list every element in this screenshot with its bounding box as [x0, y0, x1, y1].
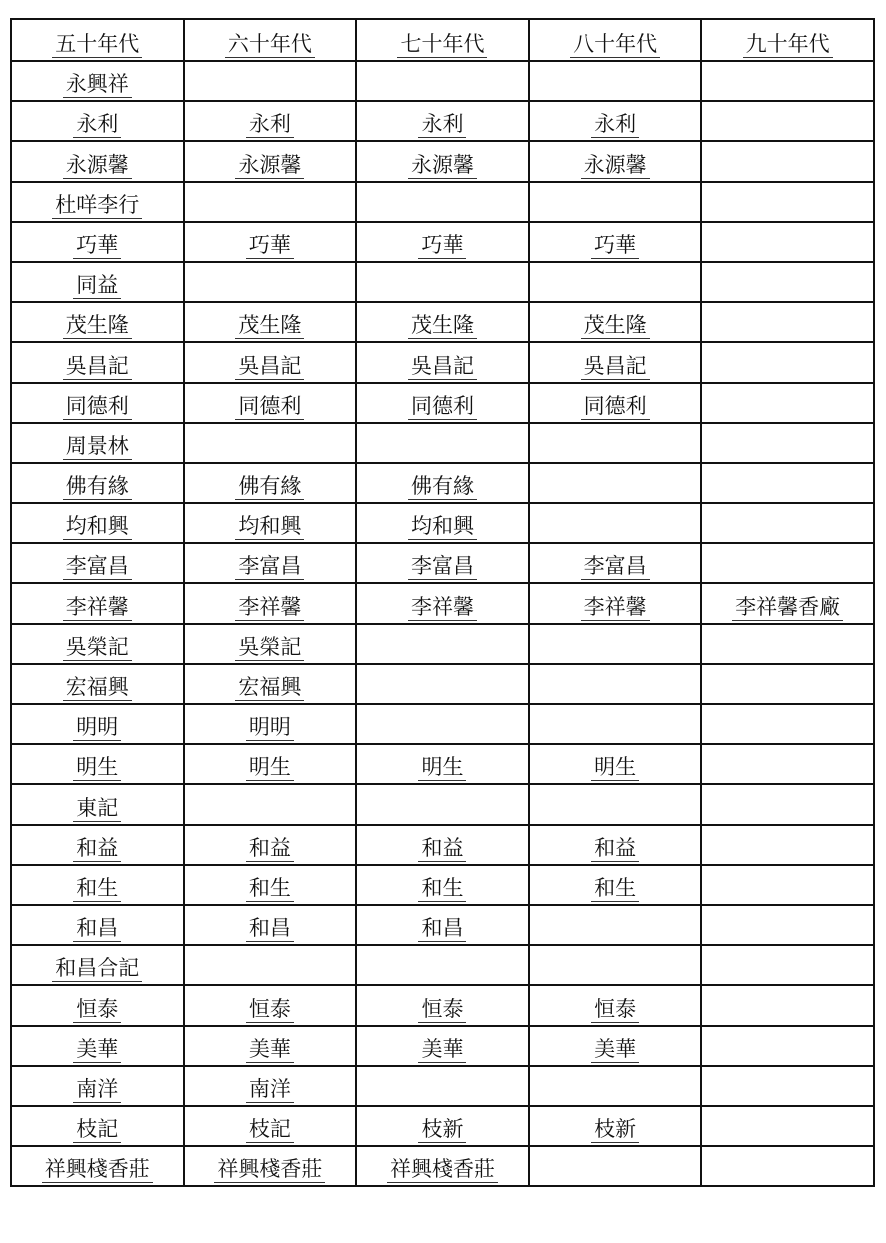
- table-cell: [184, 141, 357, 181]
- table-cell: [529, 423, 702, 463]
- cell-text: 南洋: [73, 1076, 121, 1103]
- table-cell: [356, 262, 529, 302]
- cell-text: 巧華: [418, 232, 466, 259]
- table-cell: [701, 1026, 874, 1066]
- table-cell: [356, 503, 529, 543]
- table-cell: [184, 182, 357, 222]
- table-cell: [11, 423, 184, 463]
- table-cell: [529, 543, 702, 583]
- table-cell: [701, 262, 874, 302]
- table-cell: [184, 423, 357, 463]
- table-cell: [356, 61, 529, 101]
- table-cell: [701, 664, 874, 704]
- cell-text: 枝新: [418, 1116, 466, 1143]
- table-row: [11, 624, 874, 664]
- cell-text: 吳昌記: [235, 353, 304, 380]
- table-cell: [529, 383, 702, 423]
- table-cell: [701, 825, 874, 865]
- table-header: [11, 19, 874, 61]
- table-cell: [11, 704, 184, 744]
- table-cell: [701, 61, 874, 101]
- table-body: [11, 61, 874, 1186]
- table-cell: [11, 302, 184, 342]
- table-cell: [11, 1026, 184, 1066]
- column-header: [701, 19, 874, 61]
- cell-text: 同德利: [63, 393, 132, 420]
- table-cell: [701, 463, 874, 503]
- table-cell: [701, 985, 874, 1025]
- cell-text: 同德利: [235, 393, 304, 420]
- table-cell: [529, 825, 702, 865]
- table-cell: [356, 744, 529, 784]
- table-cell: [184, 302, 357, 342]
- table-cell: [356, 423, 529, 463]
- table-cell: [701, 1146, 874, 1186]
- table-cell: [701, 704, 874, 744]
- table-cell: [184, 624, 357, 664]
- table-cell: [184, 704, 357, 744]
- table-cell: [184, 865, 357, 905]
- cell-text: 李祥馨香廠: [732, 594, 843, 621]
- cell-text: 和益: [246, 835, 294, 862]
- table-cell: [356, 905, 529, 945]
- cell-text: 和生: [591, 875, 639, 902]
- cell-text: 祥興棧香莊: [214, 1156, 325, 1183]
- table-row: [11, 985, 874, 1025]
- table-cell: [356, 1066, 529, 1106]
- table-row: [11, 1066, 874, 1106]
- table-row: [11, 61, 874, 101]
- column-header: [184, 19, 357, 61]
- table-cell: [11, 664, 184, 704]
- table-cell: [356, 543, 529, 583]
- table-cell: [356, 945, 529, 985]
- column-header: [356, 19, 529, 61]
- table-cell: [184, 101, 357, 141]
- decades-table: [10, 18, 875, 1187]
- table-cell: [356, 583, 529, 623]
- header-row: [11, 19, 874, 61]
- table-cell: [11, 463, 184, 503]
- cell-text: 巧華: [73, 232, 121, 259]
- table-cell: [701, 1106, 874, 1146]
- table-cell: [701, 423, 874, 463]
- cell-text: 和益: [591, 835, 639, 862]
- cell-text: 祥興棧香莊: [387, 1156, 498, 1183]
- cell-text: 吳榮記: [235, 634, 304, 661]
- cell-text: 明生: [246, 754, 294, 781]
- table-cell: [11, 825, 184, 865]
- table-row: [11, 222, 874, 262]
- table-cell: [11, 1066, 184, 1106]
- table-cell: [529, 101, 702, 141]
- table-cell: [184, 463, 357, 503]
- table-cell: [184, 342, 357, 382]
- table-cell: [184, 383, 357, 423]
- table-cell: [356, 101, 529, 141]
- table-cell: [529, 664, 702, 704]
- table-cell: [701, 383, 874, 423]
- cell-text: 美華: [73, 1036, 121, 1063]
- cell-text: 枝新: [591, 1116, 639, 1143]
- table-cell: [356, 463, 529, 503]
- table-row: [11, 945, 874, 985]
- table-cell: [356, 784, 529, 824]
- table-cell: [529, 262, 702, 302]
- table-row: [11, 503, 874, 543]
- table-cell: [356, 1026, 529, 1066]
- cell-text: 同德利: [408, 393, 477, 420]
- cell-text: 和生: [73, 875, 121, 902]
- table-cell: [529, 503, 702, 543]
- cell-text: 南洋: [246, 1076, 294, 1103]
- table-row: [11, 182, 874, 222]
- table-cell: [529, 182, 702, 222]
- table-row: [11, 865, 874, 905]
- table-cell: [701, 744, 874, 784]
- table-cell: [356, 1106, 529, 1146]
- cell-text: 杜咩李行: [52, 192, 142, 219]
- table-cell: [11, 945, 184, 985]
- cell-text: 吳昌記: [63, 353, 132, 380]
- table-cell: [701, 945, 874, 985]
- table-cell: [701, 784, 874, 824]
- cell-text: 同德利: [581, 393, 650, 420]
- table-cell: [529, 463, 702, 503]
- table-cell: [184, 61, 357, 101]
- table-cell: [356, 704, 529, 744]
- cell-text: 明明: [246, 714, 294, 741]
- cell-text: 吳昌記: [408, 353, 477, 380]
- cell-text: 祥興棧香莊: [42, 1156, 153, 1183]
- column-header: [11, 19, 184, 61]
- column-header-label: 五十年代: [52, 31, 142, 58]
- table-row: [11, 825, 874, 865]
- column-header-label: 七十年代: [397, 31, 487, 58]
- cell-text: 和昌合記: [52, 955, 142, 982]
- table-row: [11, 664, 874, 704]
- table-cell: [356, 222, 529, 262]
- table-cell: [11, 543, 184, 583]
- table-cell: [184, 543, 357, 583]
- table-cell: [529, 945, 702, 985]
- table-cell: [701, 624, 874, 664]
- table-cell: [184, 1026, 357, 1066]
- table-cell: [11, 182, 184, 222]
- cell-text: 李祥馨: [63, 594, 132, 621]
- column-header: [529, 19, 702, 61]
- cell-text: 李富昌: [235, 553, 304, 580]
- cell-text: 永利: [418, 111, 466, 138]
- table-cell: [529, 1026, 702, 1066]
- table-cell: [11, 744, 184, 784]
- cell-text: 枝記: [246, 1116, 294, 1143]
- cell-text: 茂生隆: [235, 312, 304, 339]
- table-cell: [529, 61, 702, 101]
- table-row: [11, 1106, 874, 1146]
- table-row: [11, 744, 874, 784]
- table-cell: [11, 1106, 184, 1146]
- table-cell: [529, 1146, 702, 1186]
- cell-text: 美華: [591, 1036, 639, 1063]
- table-cell: [184, 985, 357, 1025]
- cell-text: 李祥馨: [581, 594, 650, 621]
- cell-text: 均和興: [235, 513, 304, 540]
- table-cell: [529, 302, 702, 342]
- table-cell: [701, 503, 874, 543]
- cell-text: 恒泰: [418, 996, 466, 1023]
- cell-text: 巧華: [591, 232, 639, 259]
- table-cell: [184, 1106, 357, 1146]
- cell-text: 和生: [418, 875, 466, 902]
- cell-text: 李祥馨: [408, 594, 477, 621]
- table-cell: [184, 905, 357, 945]
- table-cell: [529, 1066, 702, 1106]
- cell-text: 和昌: [246, 915, 294, 942]
- table-row: [11, 1146, 874, 1186]
- cell-text: 周景林: [63, 433, 132, 460]
- table-cell: [11, 262, 184, 302]
- table-row: [11, 302, 874, 342]
- table-cell: [356, 1146, 529, 1186]
- cell-text: 吳榮記: [63, 634, 132, 661]
- table-cell: [184, 825, 357, 865]
- table-cell: [11, 222, 184, 262]
- cell-text: 李富昌: [408, 553, 477, 580]
- table-cell: [11, 61, 184, 101]
- table-cell: [11, 985, 184, 1025]
- table-row: [11, 543, 874, 583]
- table-cell: [184, 1146, 357, 1186]
- table-row: [11, 262, 874, 302]
- cell-text: 佛有緣: [408, 473, 477, 500]
- table-row: [11, 704, 874, 744]
- table-cell: [529, 784, 702, 824]
- cell-text: 恒泰: [591, 996, 639, 1023]
- table-cell: [184, 1066, 357, 1106]
- table-cell: [11, 342, 184, 382]
- cell-text: 均和興: [408, 513, 477, 540]
- table-cell: [701, 302, 874, 342]
- table-cell: [356, 624, 529, 664]
- column-header-label: 九十年代: [743, 31, 833, 58]
- table-row: [11, 383, 874, 423]
- cell-text: 宏福興: [63, 674, 132, 701]
- cell-text: 永源馨: [63, 152, 132, 179]
- table-cell: [529, 865, 702, 905]
- table-cell: [701, 141, 874, 181]
- table-cell: [184, 744, 357, 784]
- table-cell: [184, 583, 357, 623]
- cell-text: 恒泰: [246, 996, 294, 1023]
- table-cell: [529, 1106, 702, 1146]
- cell-text: 永利: [73, 111, 121, 138]
- table-cell: [529, 583, 702, 623]
- table-cell: [529, 744, 702, 784]
- cell-text: 和昌: [418, 915, 466, 942]
- table-cell: [11, 101, 184, 141]
- table-cell: [356, 985, 529, 1025]
- table-cell: [11, 624, 184, 664]
- table-row: [11, 463, 874, 503]
- cell-text: 東記: [73, 795, 121, 822]
- cell-text: 茂生隆: [63, 312, 132, 339]
- table-cell: [701, 101, 874, 141]
- cell-text: 和益: [73, 835, 121, 862]
- cell-text: 佛有緣: [235, 473, 304, 500]
- cell-text: 均和興: [63, 513, 132, 540]
- table-cell: [356, 383, 529, 423]
- table-cell: [701, 1066, 874, 1106]
- table-cell: [701, 865, 874, 905]
- table-cell: [701, 222, 874, 262]
- table-row: [11, 905, 874, 945]
- table-cell: [184, 222, 357, 262]
- cell-text: 茂生隆: [581, 312, 650, 339]
- table-cell: [529, 704, 702, 744]
- cell-text: 宏福興: [235, 674, 304, 701]
- cell-text: 明生: [73, 754, 121, 781]
- table-cell: [529, 141, 702, 181]
- cell-text: 美華: [246, 1036, 294, 1063]
- table-row: [11, 423, 874, 463]
- table-row: [11, 784, 874, 824]
- cell-text: 和生: [246, 875, 294, 902]
- cell-text: 永源馨: [235, 152, 304, 179]
- table-cell: [701, 182, 874, 222]
- cell-text: 枝記: [73, 1116, 121, 1143]
- cell-text: 和益: [418, 835, 466, 862]
- cell-text: 佛有緣: [63, 473, 132, 500]
- cell-text: 李富昌: [581, 553, 650, 580]
- cell-text: 美華: [418, 1036, 466, 1063]
- table-cell: [701, 543, 874, 583]
- cell-text: 吳昌記: [581, 353, 650, 380]
- table-cell: [184, 664, 357, 704]
- table-cell: [11, 583, 184, 623]
- table-cell: [529, 985, 702, 1025]
- table-cell: [11, 1146, 184, 1186]
- table-cell: [11, 503, 184, 543]
- cell-text: 明生: [418, 754, 466, 781]
- cell-text: 永源馨: [581, 152, 650, 179]
- table-cell: [529, 905, 702, 945]
- table-cell: [184, 784, 357, 824]
- table-cell: [356, 141, 529, 181]
- cell-text: 李祥馨: [235, 594, 304, 621]
- table-cell: [701, 905, 874, 945]
- table-row: [11, 1026, 874, 1066]
- table-cell: [11, 865, 184, 905]
- cell-text: 同益: [73, 272, 121, 299]
- cell-text: 永利: [591, 111, 639, 138]
- table-cell: [701, 583, 874, 623]
- table-row: [11, 141, 874, 181]
- cell-text: 永利: [246, 111, 294, 138]
- column-header-label: 八十年代: [570, 31, 660, 58]
- table-row: [11, 101, 874, 141]
- table-cell: [356, 182, 529, 222]
- table-row: [11, 583, 874, 623]
- table-cell: [184, 945, 357, 985]
- document-page: [10, 18, 875, 1187]
- table-cell: [11, 784, 184, 824]
- cell-text: 明明: [73, 714, 121, 741]
- table-row: [11, 342, 874, 382]
- table-cell: [11, 905, 184, 945]
- cell-text: 永源馨: [408, 152, 477, 179]
- table-cell: [356, 865, 529, 905]
- cell-text: 永興祥: [63, 71, 132, 98]
- cell-text: 恒泰: [73, 996, 121, 1023]
- table-cell: [529, 222, 702, 262]
- cell-text: 和昌: [73, 915, 121, 942]
- table-cell: [356, 825, 529, 865]
- table-cell: [356, 342, 529, 382]
- table-cell: [11, 383, 184, 423]
- table-cell: [356, 302, 529, 342]
- table-cell: [184, 262, 357, 302]
- table-cell: [184, 503, 357, 543]
- table-cell: [701, 342, 874, 382]
- table-cell: [529, 624, 702, 664]
- table-cell: [356, 664, 529, 704]
- cell-text: 明生: [591, 754, 639, 781]
- table-cell: [529, 342, 702, 382]
- cell-text: 李富昌: [63, 553, 132, 580]
- table-cell: [11, 141, 184, 181]
- cell-text: 巧華: [246, 232, 294, 259]
- cell-text: 茂生隆: [408, 312, 477, 339]
- column-header-label: 六十年代: [225, 31, 315, 58]
